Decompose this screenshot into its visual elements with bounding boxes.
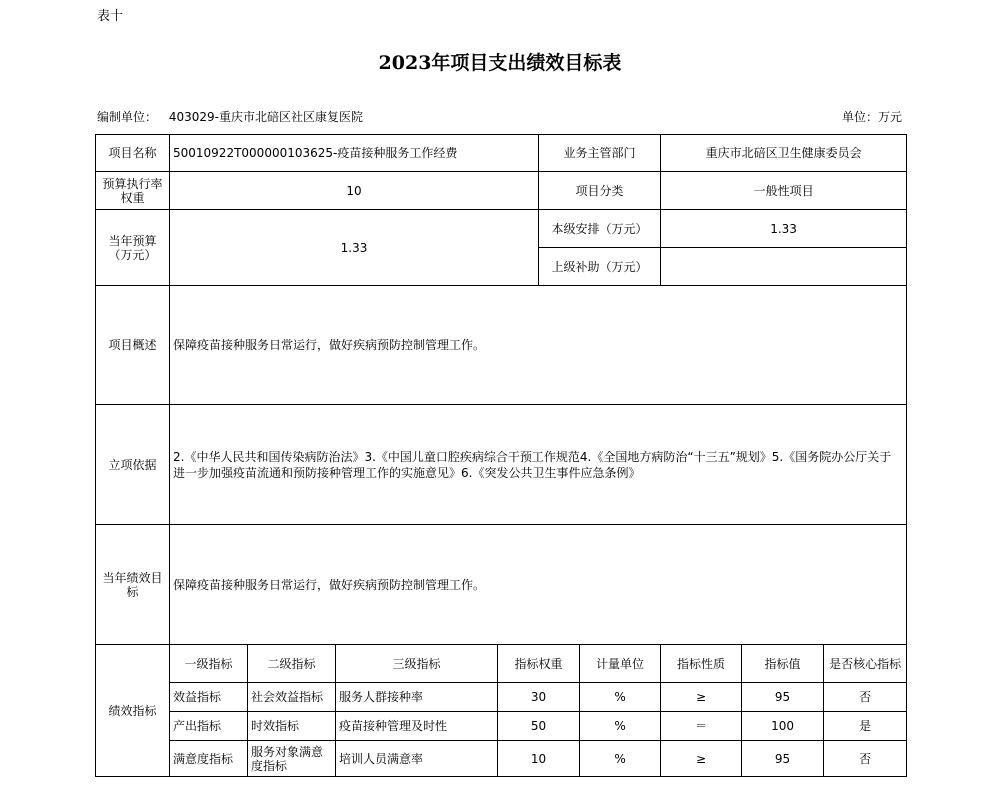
indicator-level3: 服务人群接种率 <box>336 683 498 712</box>
dept-value: 重庆市北碚区卫生健康委员会 <box>661 135 907 172</box>
table-row <box>96 683 907 712</box>
indicator-unit: % <box>580 712 661 741</box>
indicator-level3: 疫苗接种管理及时性 <box>336 712 498 741</box>
weight-value: 10 <box>170 172 539 210</box>
row-annual-goal <box>96 525 907 645</box>
indicator-level3: 培训人员满意率 <box>336 741 498 777</box>
indicator-level2: 社会效益指标 <box>248 683 336 712</box>
indicator-value: 100 <box>742 712 824 741</box>
annual-goal-value: 保障疫苗接种服务日常运行，做好疾病预防控制管理工作。 <box>170 525 907 645</box>
row-weight <box>96 172 907 210</box>
indicator-weight: 50 <box>498 712 580 741</box>
indicator-unit: % <box>580 741 661 777</box>
budget-value: 1.33 <box>170 210 539 286</box>
indicator-header-weight: 指标权重 <box>498 645 580 683</box>
upper-subsidy-value <box>661 248 907 286</box>
performance-target-table <box>95 134 907 777</box>
indicator-level2: 时效指标 <box>248 712 336 741</box>
compiling-unit-label: 编制单位： <box>97 110 158 124</box>
row-overview <box>96 286 907 405</box>
dept-label: 业务主管部门 <box>539 135 661 172</box>
indicator-header-level1: 一级指标 <box>170 645 248 683</box>
indicator-header-level3: 三级指标 <box>336 645 498 683</box>
local-arrangement-label: 本级安排（万元） <box>539 210 661 248</box>
indicator-weight: 30 <box>498 683 580 712</box>
category-value: 一般性项目 <box>661 172 907 210</box>
table-row <box>96 712 907 741</box>
indicator-level1: 效益指标 <box>170 683 248 712</box>
project-name-label: 项目名称 <box>96 135 170 172</box>
indicator-level1: 产出指标 <box>170 712 248 741</box>
indicator-header-value: 指标值 <box>742 645 824 683</box>
indicator-weight: 10 <box>498 741 580 777</box>
indicator-level1: 满意度指标 <box>170 741 248 777</box>
overview-value: 保障疫苗接种服务日常运行，做好疾病预防控制管理工作。 <box>170 286 907 405</box>
weight-label: 预算执行率权重 <box>96 172 170 210</box>
indicator-header-level2: 二级指标 <box>248 645 336 683</box>
row-project-name <box>96 135 907 172</box>
basis-label: 立项依据 <box>96 405 170 525</box>
table-number: 表十 <box>97 9 124 24</box>
upper-subsidy-label: 上级补助（万元） <box>539 248 661 286</box>
indicator-core: 否 <box>824 683 907 712</box>
indicator-header-core: 是否核心指标 <box>824 645 907 683</box>
compiling-unit-value: 403029-重庆市北碚区社区康复医院 <box>168 110 363 124</box>
local-arrangement-value: 1.33 <box>661 210 907 248</box>
indicators-label: 绩效指标 <box>96 645 170 777</box>
indicator-header-nature: 指标性质 <box>661 645 742 683</box>
row-budget-local <box>96 210 907 248</box>
currency-unit: 单位：万元 <box>841 110 902 124</box>
table-row <box>96 741 907 777</box>
indicator-nature: ≥ <box>661 683 742 712</box>
project-name-value: 50010922T000000103625-疫苗接种服务工作经费 <box>170 135 539 172</box>
annual-goal-label: 当年绩效目标 <box>96 525 170 645</box>
indicator-header-unit: 计量单位 <box>580 645 661 683</box>
indicator-value: 95 <box>742 683 824 712</box>
indicator-unit: % <box>580 683 661 712</box>
category-label: 项目分类 <box>539 172 661 210</box>
indicator-level2: 服务对象满意度指标 <box>248 741 336 777</box>
indicator-header-row <box>96 645 907 683</box>
indicator-nature: ＝ <box>661 712 742 741</box>
indicator-nature: ≥ <box>661 741 742 777</box>
row-basis <box>96 405 907 525</box>
page-title: 2023年项目支出绩效目标表 <box>378 52 622 74</box>
basis-value: 2.《中华人民共和国传染病防治法》3.《中国儿童口腔疾病综合干预工作规范4.《全国地方病防治“十三五”规划》5.《国务院办公厅关于进一步加强疫苗流通和预防接种管理工作的实施意见》6.《突发公共卫生事件应急条例》 <box>170 405 907 525</box>
indicator-core: 是 <box>824 712 907 741</box>
overview-label: 项目概述 <box>96 286 170 405</box>
budget-label: 当年预算（万元） <box>96 210 170 286</box>
indicator-core: 否 <box>824 741 907 777</box>
indicator-value: 95 <box>742 741 824 777</box>
compiling-unit <box>97 108 363 125</box>
